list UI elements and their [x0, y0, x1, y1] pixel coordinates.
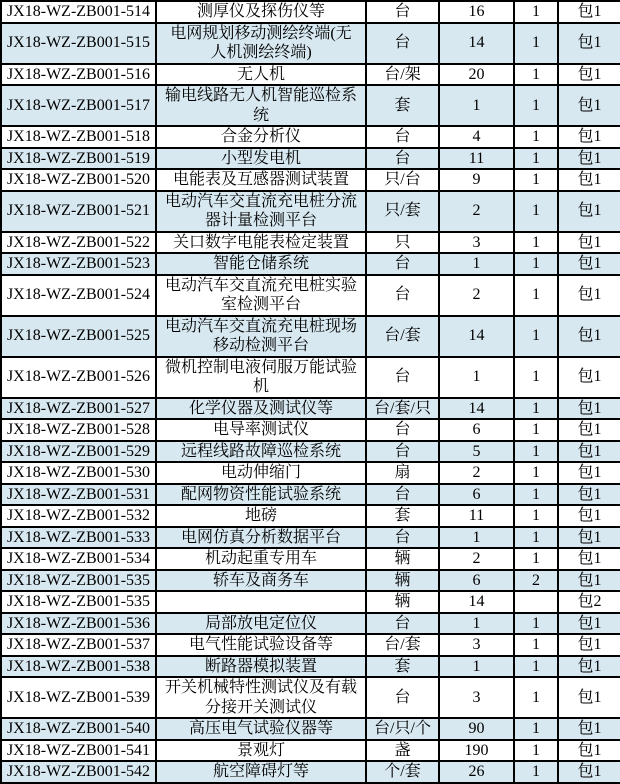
table-row	[1, 527, 620, 549]
cell-quantity: 190	[439, 740, 514, 762]
cell-description: 电动汽车交直流充电桩分流器计量检测平台	[156, 191, 366, 232]
cell-description: 测厚仪及探伤仪等	[156, 1, 366, 23]
cell-item-id: JX18-WZ-ZB001-518	[1, 126, 156, 148]
cell-package: 包1	[558, 232, 620, 254]
cell-package: 包1	[558, 191, 620, 232]
cell-item-id: JX18-WZ-ZB001-528	[1, 419, 156, 441]
cell-quantity: 14	[439, 316, 514, 357]
table-row	[1, 761, 620, 783]
cell-item-id: JX18-WZ-ZB001-529	[1, 441, 156, 463]
cell-quantity: 1	[439, 357, 514, 398]
table-row	[1, 398, 620, 420]
cell-quantity: 14	[439, 23, 514, 64]
cell-lot-count: 1	[514, 634, 558, 656]
cell-unit: 台	[366, 484, 439, 506]
cell-package: 包1	[558, 718, 620, 740]
cell-package: 包1	[558, 169, 620, 191]
cell-quantity: 20	[439, 64, 514, 86]
cell-lot-count: 1	[514, 548, 558, 570]
cell-description: 航空障碍灯等	[156, 761, 366, 783]
cell-lot-count: 1	[514, 316, 558, 357]
cell-item-id: JX18-WZ-ZB001-530	[1, 462, 156, 484]
cell-package: 包1	[558, 419, 620, 441]
cell-lot-count: 1	[514, 191, 558, 232]
cell-quantity: 14	[439, 398, 514, 420]
cell-unit: 台/套	[366, 316, 439, 357]
cell-item-id: JX18-WZ-ZB001-541	[1, 740, 156, 762]
cell-lot-count: 1	[514, 23, 558, 64]
cell-quantity: 6	[439, 570, 514, 592]
cell-package: 包1	[558, 570, 620, 592]
cell-item-id: JX18-WZ-ZB001-540	[1, 718, 156, 740]
cell-lot-count: 1	[514, 740, 558, 762]
cell-item-id: JX18-WZ-ZB001-525	[1, 316, 156, 357]
cell-description	[156, 591, 366, 613]
cell-description: 关口数字电能表检定装置	[156, 232, 366, 254]
cell-item-id: JX18-WZ-ZB001-514	[1, 1, 156, 23]
cell-quantity: 16	[439, 1, 514, 23]
cell-package: 包1	[558, 548, 620, 570]
cell-quantity: 1	[439, 656, 514, 678]
table-row	[1, 505, 620, 527]
cell-description: 电导率测试仪	[156, 419, 366, 441]
cell-lot-count: 1	[514, 484, 558, 506]
cell-package: 包1	[558, 441, 620, 463]
cell-package: 包1	[558, 126, 620, 148]
cell-item-id: JX18-WZ-ZB001-515	[1, 23, 156, 64]
table-row	[1, 169, 620, 191]
cell-quantity: 9	[439, 169, 514, 191]
cell-description: 电气性能试验设备等	[156, 634, 366, 656]
cell-package: 包1	[558, 677, 620, 718]
cell-item-id: JX18-WZ-ZB001-542	[1, 761, 156, 783]
cell-package: 包1	[558, 656, 620, 678]
table-row	[1, 634, 620, 656]
cell-quantity: 1	[439, 253, 514, 275]
cell-lot-count: 1	[514, 505, 558, 527]
cell-item-id: JX18-WZ-ZB001-527	[1, 398, 156, 420]
cell-unit: 台	[366, 527, 439, 549]
table-row	[1, 613, 620, 635]
cell-package: 包1	[558, 253, 620, 275]
cell-description: 电能表及互感器测试装置	[156, 169, 366, 191]
cell-unit: 台	[366, 126, 439, 148]
cell-description: 开关机械特性测试仪及有载分接开关测试仪	[156, 677, 366, 718]
cell-package: 包1	[558, 64, 620, 86]
cell-lot-count: 1	[514, 613, 558, 635]
table-row	[1, 148, 620, 170]
table-row	[1, 677, 620, 718]
cell-description: 电网仿真分析数据平台	[156, 527, 366, 549]
cell-package: 包1	[558, 484, 620, 506]
table-row	[1, 419, 620, 441]
cell-quantity: 2	[439, 191, 514, 232]
cell-description: 小型发电机	[156, 148, 366, 170]
cell-lot-count: 1	[514, 1, 558, 23]
cell-quantity: 11	[439, 505, 514, 527]
table-row	[1, 275, 620, 316]
cell-unit: 台	[366, 23, 439, 64]
cell-unit: 台	[366, 253, 439, 275]
cell-quantity: 2	[439, 275, 514, 316]
table-row	[1, 316, 620, 357]
cell-unit: 台/套/只	[366, 398, 439, 420]
cell-unit: 辆	[366, 548, 439, 570]
cell-description: 局部放电定位仪	[156, 613, 366, 635]
cell-unit: 台	[366, 1, 439, 23]
cell-item-id: JX18-WZ-ZB001-534	[1, 548, 156, 570]
table-row	[1, 1, 620, 23]
cell-unit: 台	[366, 419, 439, 441]
table-row	[1, 191, 620, 232]
cell-package: 包2	[558, 591, 620, 613]
cell-description: 配网物资性能试验系统	[156, 484, 366, 506]
cell-item-id: JX18-WZ-ZB001-539	[1, 677, 156, 718]
cell-package: 包1	[558, 505, 620, 527]
cell-quantity: 4	[439, 126, 514, 148]
table-row	[1, 253, 620, 275]
cell-item-id: JX18-WZ-ZB001-538	[1, 656, 156, 678]
cell-item-id: JX18-WZ-ZB001-532	[1, 505, 156, 527]
cell-item-id: JX18-WZ-ZB001-535	[1, 570, 156, 592]
table-row	[1, 484, 620, 506]
cell-package: 包1	[558, 761, 620, 783]
cell-quantity: 26	[439, 761, 514, 783]
cell-unit: 辆	[366, 570, 439, 592]
table-row	[1, 126, 620, 148]
cell-lot-count	[514, 591, 558, 613]
cell-item-id: JX18-WZ-ZB001-526	[1, 357, 156, 398]
cell-lot-count: 1	[514, 169, 558, 191]
cell-package: 包1	[558, 462, 620, 484]
cell-item-id: JX18-WZ-ZB001-519	[1, 148, 156, 170]
cell-lot-count: 1	[514, 677, 558, 718]
cell-item-id: JX18-WZ-ZB001-535	[1, 591, 156, 613]
cell-package: 包1	[558, 634, 620, 656]
cell-lot-count: 2	[514, 570, 558, 592]
cell-unit: 台/只/个	[366, 718, 439, 740]
table-row	[1, 64, 620, 86]
cell-unit: 盏	[366, 740, 439, 762]
cell-item-id: JX18-WZ-ZB001-536	[1, 613, 156, 635]
cell-package: 包1	[558, 357, 620, 398]
cell-quantity: 3	[439, 634, 514, 656]
cell-description: 轿车及商务车	[156, 570, 366, 592]
cell-description: 机动起重专用车	[156, 548, 366, 570]
cell-lot-count: 1	[514, 126, 558, 148]
cell-lot-count: 1	[514, 441, 558, 463]
cell-unit: 扇	[366, 462, 439, 484]
cell-lot-count: 1	[514, 761, 558, 783]
cell-package: 包1	[558, 613, 620, 635]
cell-unit: 台	[366, 613, 439, 635]
cell-item-id: JX18-WZ-ZB001-516	[1, 64, 156, 86]
cell-unit: 只/台	[366, 169, 439, 191]
cell-item-id: JX18-WZ-ZB001-524	[1, 275, 156, 316]
cell-lot-count: 1	[514, 253, 558, 275]
cell-lot-count: 1	[514, 419, 558, 441]
cell-unit: 个/套	[366, 761, 439, 783]
cell-item-id: JX18-WZ-ZB001-537	[1, 634, 156, 656]
cell-description: 化学仪器及测试仪等	[156, 398, 366, 420]
cell-unit: 套	[366, 656, 439, 678]
table-row	[1, 591, 620, 613]
cell-quantity: 1	[439, 613, 514, 635]
cell-item-id: JX18-WZ-ZB001-533	[1, 527, 156, 549]
cell-unit: 台/架	[366, 64, 439, 86]
cell-package: 包1	[558, 740, 620, 762]
equipment-table-body	[1, 1, 620, 783]
cell-description: 无人机	[156, 64, 366, 86]
cell-description: 断路器模拟装置	[156, 656, 366, 678]
cell-lot-count: 1	[514, 398, 558, 420]
table-row	[1, 232, 620, 254]
table-row	[1, 570, 620, 592]
cell-description: 地磅	[156, 505, 366, 527]
cell-item-id: JX18-WZ-ZB001-522	[1, 232, 156, 254]
table-row	[1, 548, 620, 570]
cell-lot-count: 1	[514, 64, 558, 86]
cell-quantity: 6	[439, 484, 514, 506]
cell-unit: 只	[366, 232, 439, 254]
cell-description: 景观灯	[156, 740, 366, 762]
cell-lot-count: 1	[514, 148, 558, 170]
cell-quantity: 11	[439, 148, 514, 170]
cell-description: 远程线路故障巡检系统	[156, 441, 366, 463]
cell-unit: 台	[366, 148, 439, 170]
cell-lot-count: 1	[514, 357, 558, 398]
cell-description: 微机控制电液伺服万能试验机	[156, 357, 366, 398]
cell-item-id: JX18-WZ-ZB001-521	[1, 191, 156, 232]
cell-unit: 套	[366, 505, 439, 527]
cell-package: 包1	[558, 23, 620, 64]
cell-lot-count: 1	[514, 462, 558, 484]
cell-quantity: 6	[439, 419, 514, 441]
cell-quantity: 90	[439, 718, 514, 740]
cell-unit: 台/套	[366, 634, 439, 656]
cell-quantity: 2	[439, 548, 514, 570]
cell-description: 高压电气试验仪器等	[156, 718, 366, 740]
cell-quantity: 1	[439, 527, 514, 549]
cell-item-id: JX18-WZ-ZB001-523	[1, 253, 156, 275]
cell-package: 包1	[558, 148, 620, 170]
cell-description: 电动汽车交直流充电桩实验室检测平台	[156, 275, 366, 316]
cell-lot-count: 1	[514, 718, 558, 740]
cell-unit: 台	[366, 677, 439, 718]
table-row	[1, 441, 620, 463]
cell-description: 输电线路无人机智能巡检系统	[156, 85, 366, 126]
cell-lot-count: 1	[514, 232, 558, 254]
cell-quantity: 1	[439, 85, 514, 126]
table-row	[1, 740, 620, 762]
cell-description: 电动汽车交直流充电桩现场移动检测平台	[156, 316, 366, 357]
cell-item-id: JX18-WZ-ZB001-531	[1, 484, 156, 506]
table-row	[1, 462, 620, 484]
cell-package: 包1	[558, 1, 620, 23]
cell-unit: 辆	[366, 591, 439, 613]
cell-quantity: 14	[439, 591, 514, 613]
table-row	[1, 23, 620, 64]
cell-package: 包1	[558, 316, 620, 357]
cell-lot-count: 1	[514, 275, 558, 316]
cell-package: 包1	[558, 398, 620, 420]
cell-description: 电网规划移动测绘终端(无人机测绘终端)	[156, 23, 366, 64]
table-row	[1, 357, 620, 398]
cell-quantity: 5	[439, 441, 514, 463]
cell-package: 包1	[558, 85, 620, 126]
table-row	[1, 718, 620, 740]
table-row	[1, 656, 620, 678]
cell-description: 电动伸缩门	[156, 462, 366, 484]
cell-item-id: JX18-WZ-ZB001-520	[1, 169, 156, 191]
cell-description: 合金分析仪	[156, 126, 366, 148]
cell-item-id: JX18-WZ-ZB001-517	[1, 85, 156, 126]
cell-package: 包1	[558, 275, 620, 316]
cell-quantity: 3	[439, 677, 514, 718]
cell-unit: 台	[366, 357, 439, 398]
cell-lot-count: 1	[514, 527, 558, 549]
cell-unit: 台	[366, 275, 439, 316]
cell-description: 智能仓储系统	[156, 253, 366, 275]
cell-package: 包1	[558, 527, 620, 549]
cell-unit: 只/套	[366, 191, 439, 232]
cell-quantity: 3	[439, 232, 514, 254]
table-row	[1, 85, 620, 126]
cell-lot-count: 1	[514, 85, 558, 126]
cell-unit: 套	[366, 85, 439, 126]
cell-lot-count: 1	[514, 656, 558, 678]
cell-unit: 台	[366, 441, 439, 463]
cell-quantity: 2	[439, 462, 514, 484]
